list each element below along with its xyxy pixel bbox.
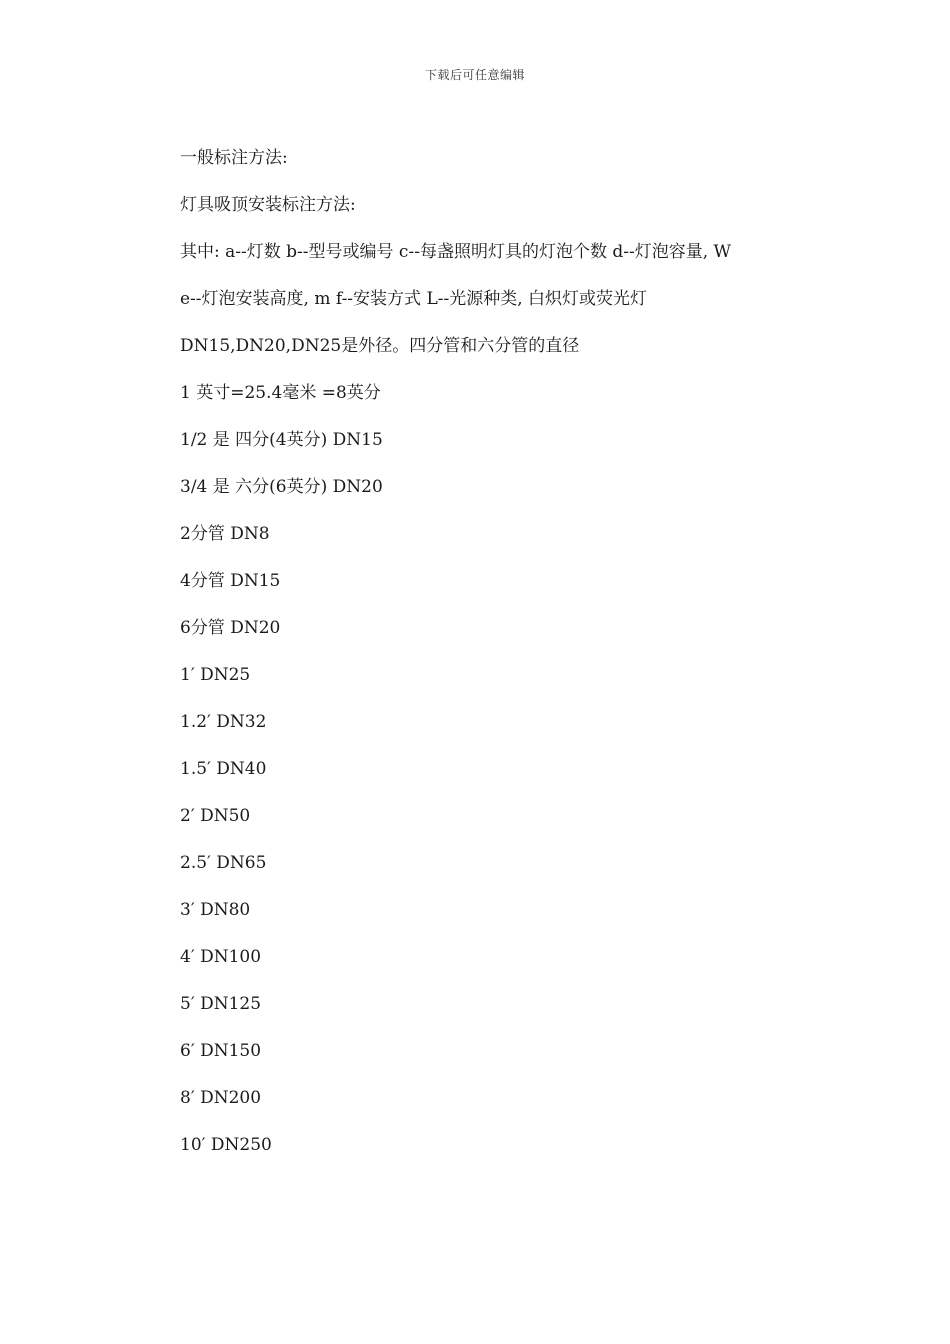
paragraph: 3/4 是 六分(6英分) DN20	[180, 477, 383, 497]
page-header: 下载后可任意编辑	[424, 68, 525, 82]
paragraph: 其中: a--灯数 b--型号或编号 c--每盏照明灯具的灯泡个数 d--灯泡容量, W	[180, 242, 731, 262]
paragraph: 4分管 DN15	[180, 571, 281, 591]
paragraph: e--灯泡安装高度, m f--安装方式 L--光源种类, 白炽灯或荧光灯	[180, 289, 648, 309]
paragraph: 8′ DN200	[180, 1088, 262, 1108]
paragraph: 1/2 是 四分(4英分) DN15	[180, 430, 383, 450]
paragraph: 2.5′ DN65	[180, 853, 267, 873]
paragraph: 1 英寸=25.4毫米 =8英分	[180, 383, 381, 403]
paragraph: 1.5′ DN40	[180, 759, 267, 779]
paragraph: 1′ DN25	[180, 665, 251, 685]
paragraph: 一般标注方法:	[180, 148, 288, 168]
paragraph: 灯具吸顶安装标注方法:	[180, 195, 356, 215]
paragraph: 6′ DN150	[180, 1041, 262, 1061]
paragraph: 2′ DN50	[180, 806, 251, 826]
paragraph: 6分管 DN20	[180, 618, 281, 638]
paragraph: 5′ DN125	[180, 994, 262, 1014]
paragraph: 2分管 DN8	[180, 524, 270, 544]
document-body	[143, 146, 793, 1180]
paragraph: 1.2′ DN32	[180, 712, 267, 732]
paragraph: 3′ DN80	[180, 900, 251, 920]
paragraph: 4′ DN100	[180, 947, 262, 967]
paragraph: 10′ DN250	[180, 1135, 272, 1155]
paragraph: DN15,DN20,DN25是外径。四分管和六分管的直径	[180, 336, 580, 356]
